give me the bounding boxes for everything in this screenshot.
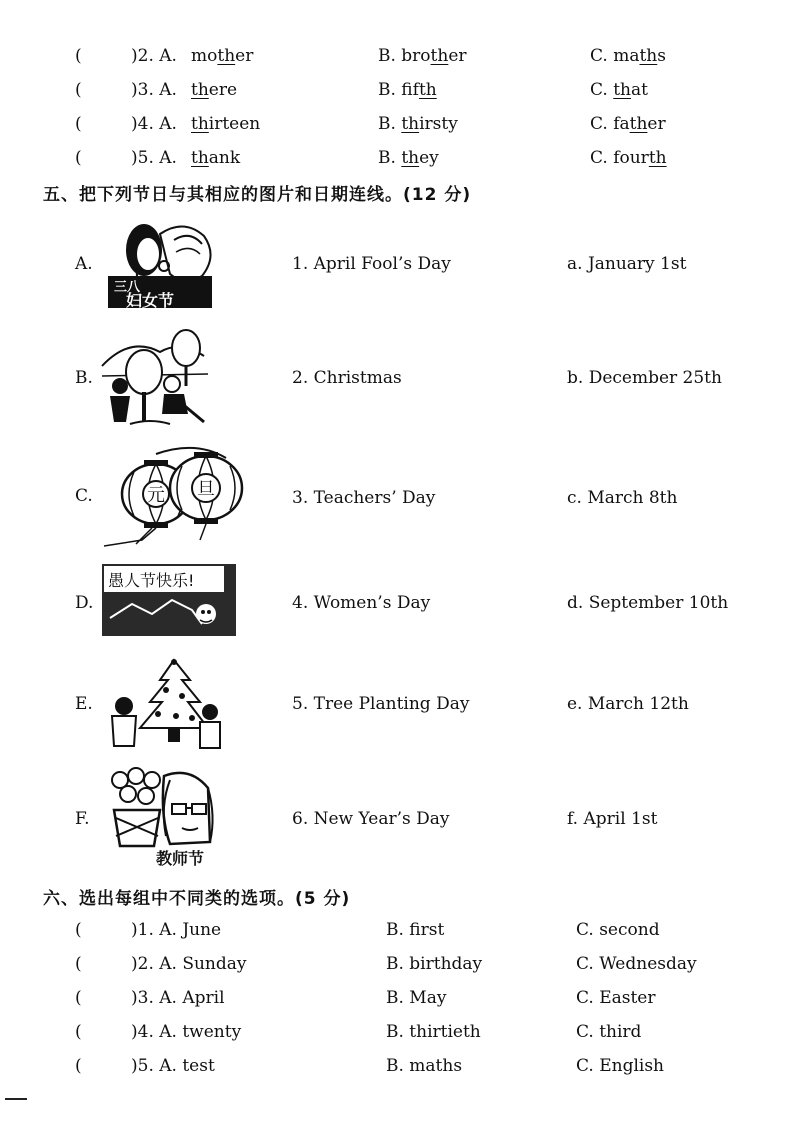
festival-date: c. March 8th xyxy=(567,488,678,508)
option-c: C. that xyxy=(590,80,648,100)
option-c: C. second xyxy=(576,920,660,940)
lantern-text-2: 旦 xyxy=(197,479,215,500)
option-c: C. fourth xyxy=(590,148,667,168)
option-c: C. Easter xyxy=(576,988,656,1008)
april-fools-icon xyxy=(102,564,236,636)
odd-one-out-question-1 xyxy=(0,912,794,946)
matching-row-c xyxy=(0,444,794,550)
option-c: C. Wednesday xyxy=(576,954,697,974)
answer-paren[interactable]: ( xyxy=(75,1022,82,1042)
picture-letter: E. xyxy=(75,694,93,714)
matching-row-d xyxy=(0,560,794,644)
picture-letter: C. xyxy=(75,486,93,506)
womens-day-icon xyxy=(104,216,224,310)
matching-row-b xyxy=(0,322,794,432)
odd-one-out-question-5 xyxy=(0,1048,794,1082)
question-number: )3. A. xyxy=(131,80,177,100)
page-footer-rule xyxy=(5,1098,27,1100)
new-year-lanterns-icon xyxy=(96,444,248,550)
christmas-tree-icon xyxy=(100,656,224,752)
teachers-day-icon xyxy=(100,766,218,870)
lantern-text-1: 元 xyxy=(147,485,165,506)
option-b: B. thirtieth xyxy=(386,1022,481,1042)
pronunciation-question-2 xyxy=(0,38,794,72)
option-c: C. English xyxy=(576,1056,664,1076)
tree-planting-icon xyxy=(100,326,210,430)
option-b: B. maths xyxy=(386,1056,463,1076)
picture-letter: F. xyxy=(75,809,90,829)
festival-date: d. September 10th xyxy=(567,593,729,613)
option-a: )5. A. test xyxy=(131,1056,215,1076)
answer-paren[interactable]: ( xyxy=(75,148,82,168)
answer-paren[interactable]: ( xyxy=(75,920,82,940)
april-fools-text: 愚人节快乐! xyxy=(108,571,195,590)
picture-letter: D. xyxy=(75,593,94,613)
option-c: C. father xyxy=(590,114,666,134)
teachers-day-text: 教师节 xyxy=(156,849,205,868)
pronunciation-question-4 xyxy=(0,106,794,140)
answer-paren[interactable]: ( xyxy=(75,46,82,66)
womens-day-text-1: 三八 xyxy=(114,280,141,295)
option-b: B. they xyxy=(378,148,439,168)
picture-letter: B. xyxy=(75,368,93,388)
option-c: C. third xyxy=(576,1022,642,1042)
option-b: B. May xyxy=(386,988,447,1008)
womens-day-text-2: 妇女节 xyxy=(126,291,175,310)
matching-row-e xyxy=(0,654,794,754)
option-a: )4. A. twenty xyxy=(131,1022,242,1042)
pronunciation-question-5 xyxy=(0,140,794,174)
option-a: thirteen xyxy=(191,114,261,134)
option-b: B. birthday xyxy=(386,954,483,974)
answer-paren[interactable]: ( xyxy=(75,80,82,100)
pronunciation-question-3 xyxy=(0,72,794,106)
festival-date: b. December 25th xyxy=(567,368,722,388)
option-a: mother xyxy=(191,46,254,66)
option-a: )1. A. June xyxy=(131,920,222,940)
option-b: B. brother xyxy=(378,46,467,66)
option-a: )2. A. Sunday xyxy=(131,954,247,974)
section-5-heading: 五、把下列节日与其相应的图片和日期连线。(12 分) xyxy=(43,185,472,205)
question-number: )4. A. xyxy=(131,114,177,134)
question-number: )5. A. xyxy=(131,148,177,168)
option-b: B. first xyxy=(386,920,445,940)
festival-name: 5. Tree Planting Day xyxy=(292,694,470,714)
option-a: there xyxy=(191,80,238,100)
answer-paren[interactable]: ( xyxy=(75,114,82,134)
odd-one-out-question-4 xyxy=(0,1014,794,1048)
matching-row-f xyxy=(0,764,794,874)
option-c: C. maths xyxy=(590,46,666,66)
answer-paren[interactable]: ( xyxy=(75,1056,82,1076)
answer-paren[interactable]: ( xyxy=(75,988,82,1008)
odd-one-out-question-2 xyxy=(0,946,794,980)
option-a: thank xyxy=(191,148,241,168)
festival-date: e. March 12th xyxy=(567,694,689,714)
answer-paren[interactable]: ( xyxy=(75,954,82,974)
option-b: B. fifth xyxy=(378,80,437,100)
picture-letter: A. xyxy=(75,254,93,274)
section-6-heading: 六、选出每组中不同类的选项。(5 分) xyxy=(43,889,351,909)
option-b: B. thirsty xyxy=(378,114,458,134)
festival-date: f. April 1st xyxy=(567,809,658,829)
festival-name: 4. Women’s Day xyxy=(292,593,431,613)
festival-date: a. January 1st xyxy=(567,254,687,274)
festival-name: 1. April Fool’s Day xyxy=(292,254,451,274)
festival-name: 3. Teachers’ Day xyxy=(292,488,436,508)
matching-row-a xyxy=(0,212,794,312)
festival-name: 6. New Year’s Day xyxy=(292,809,450,829)
question-number: )2. A. xyxy=(131,46,177,66)
festival-name: 2. Christmas xyxy=(292,368,402,388)
odd-one-out-question-3 xyxy=(0,980,794,1014)
option-a: )3. A. April xyxy=(131,988,225,1008)
